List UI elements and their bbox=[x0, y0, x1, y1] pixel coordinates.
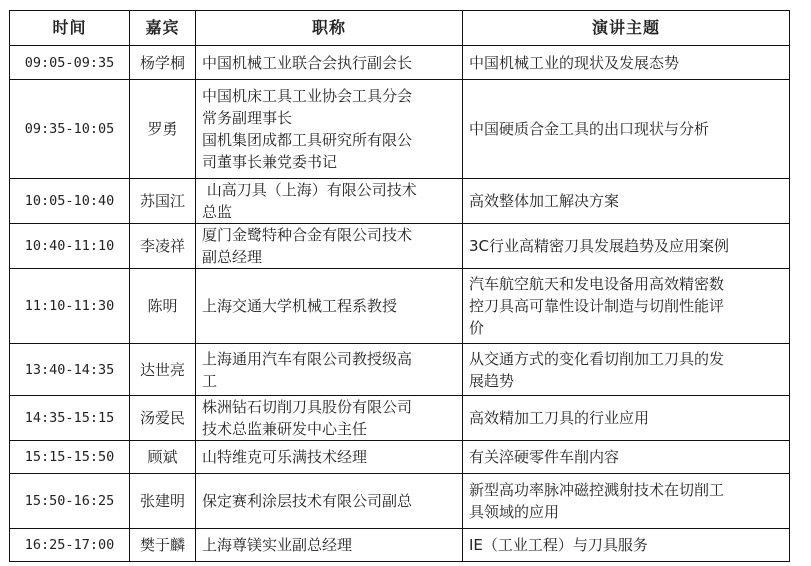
time-cell: 16:25-17:00 bbox=[10, 529, 130, 562]
title-line: 山特维克可乐满技术经理 bbox=[202, 448, 368, 466]
title-cell bbox=[196, 179, 463, 224]
time-cell: 10:05-10:40 bbox=[10, 179, 130, 224]
topic-cell bbox=[463, 46, 790, 80]
table-row bbox=[10, 344, 790, 396]
topic-cell bbox=[463, 179, 790, 224]
title-cell bbox=[196, 474, 463, 529]
topic-cell bbox=[463, 344, 790, 396]
title-line: 国机集团成都工具研究所有限公 bbox=[202, 131, 413, 149]
title-line: 上海通用汽车有限公司教授级高 bbox=[202, 349, 413, 368]
header-row bbox=[10, 11, 790, 46]
guest-cell: 杨学桐 bbox=[130, 46, 196, 80]
title-cell bbox=[196, 396, 463, 441]
title-cell bbox=[196, 441, 463, 474]
title-line: 上海尊镁实业副总经理 bbox=[202, 536, 353, 554]
time-cell: 14:35-15:15 bbox=[10, 396, 130, 441]
title-line: 总监 bbox=[202, 203, 233, 221]
guest-cell: 樊于麟 bbox=[130, 529, 196, 562]
topic-cell bbox=[463, 80, 790, 179]
title-cell bbox=[196, 269, 463, 344]
title-cell bbox=[196, 529, 463, 562]
title-line: 副总经理 bbox=[202, 248, 263, 266]
topic-line: 控刀具高可靠性设计制造与切削性能评 bbox=[469, 297, 725, 315]
topic-line: 价 bbox=[469, 319, 485, 337]
title-line: 司董事长兼党委书记 bbox=[202, 153, 338, 171]
title-cell bbox=[196, 344, 463, 396]
table-row bbox=[10, 179, 790, 224]
table-row bbox=[10, 474, 790, 529]
table-row bbox=[10, 396, 790, 441]
topic-line: IE（工业工程）与刀具服务 bbox=[469, 536, 648, 554]
topic-line: 从交通方式的变化看切削加工刀具的发 bbox=[469, 349, 725, 368]
header-topic: 演讲主题 bbox=[463, 11, 790, 46]
time-cell: 15:15-15:50 bbox=[10, 441, 130, 474]
guest-cell: 达世亮 bbox=[130, 344, 196, 396]
guest-cell: 顾斌 bbox=[130, 441, 196, 474]
header-guest: 嘉宾 bbox=[130, 11, 196, 46]
topic-line: 3C行业高精密刀具发展趋势及应用案例 bbox=[469, 237, 730, 255]
guest-cell: 李凌祥 bbox=[130, 224, 196, 269]
topic-line: 高效精加工刀具的行业应用 bbox=[469, 409, 650, 427]
title-line: 中国机床工具工业协会工具分会 bbox=[202, 87, 413, 105]
table-row bbox=[10, 46, 790, 80]
topic-line: 高效整体加工解决方案 bbox=[469, 192, 620, 210]
table-row bbox=[10, 441, 790, 474]
table-row bbox=[10, 269, 790, 344]
time-cell: 09:35-10:05 bbox=[10, 80, 130, 179]
topic-line: 中国硬质合金工具的出口现状与分析 bbox=[469, 120, 710, 138]
topic-cell bbox=[463, 441, 790, 474]
title-line: 技术总监兼研发中心主任 bbox=[202, 420, 368, 438]
time-cell: 10:40-11:10 bbox=[10, 224, 130, 269]
topic-line: 具领域的应用 bbox=[469, 503, 560, 521]
title-line: 保定赛利涂层技术有限公司副总 bbox=[202, 492, 413, 510]
title-line: 常务副理事长 bbox=[202, 109, 293, 127]
title-cell bbox=[196, 224, 463, 269]
topic-line: 新型高功率脉冲磁控溅射技术在切削工 bbox=[469, 481, 725, 499]
table-row bbox=[10, 529, 790, 562]
topic-cell bbox=[463, 224, 790, 269]
topic-cell bbox=[463, 269, 790, 344]
topic-line: 有关淬硬零件车削内容 bbox=[469, 448, 620, 466]
topic-line: 展趋势 bbox=[469, 371, 515, 390]
title-line: 上海交通大学机械工程系教授 bbox=[202, 297, 398, 315]
topic-cell bbox=[463, 529, 790, 562]
guest-cell: 汤爱民 bbox=[130, 396, 196, 441]
schedule-table bbox=[9, 10, 790, 562]
header-title: 职称 bbox=[196, 11, 463, 46]
title-line: 工 bbox=[202, 371, 218, 390]
time-cell: 09:05-09:35 bbox=[10, 46, 130, 80]
title-line: 中国机械工业联合会执行副会长 bbox=[202, 53, 413, 72]
table-row bbox=[10, 80, 790, 179]
guest-cell: 陈明 bbox=[130, 269, 196, 344]
time-cell: 15:50-16:25 bbox=[10, 474, 130, 529]
table-row bbox=[10, 224, 790, 269]
title-line: 厦门金鹭特种合金有限公司技术 bbox=[202, 226, 413, 244]
topic-line: 中国机械工业的现状及发展态势 bbox=[469, 53, 680, 72]
time-cell: 13:40-14:35 bbox=[10, 344, 130, 396]
title-cell bbox=[196, 46, 463, 80]
topic-line: 汽车航空航天和发电设备用高效精密数 bbox=[469, 275, 725, 293]
guest-cell: 张建明 bbox=[130, 474, 196, 529]
topic-cell bbox=[463, 474, 790, 529]
guest-cell: 罗勇 bbox=[130, 80, 196, 179]
guest-cell: 苏国江 bbox=[130, 179, 196, 224]
header-time: 时间 bbox=[10, 11, 130, 46]
time-cell: 11:10-11:30 bbox=[10, 269, 130, 344]
title-line: 山高刀具（上海）有限公司技术 bbox=[202, 181, 417, 199]
title-line: 株洲钻石切削刀具股份有限公司 bbox=[202, 398, 413, 416]
title-cell bbox=[196, 80, 463, 179]
topic-cell bbox=[463, 396, 790, 441]
